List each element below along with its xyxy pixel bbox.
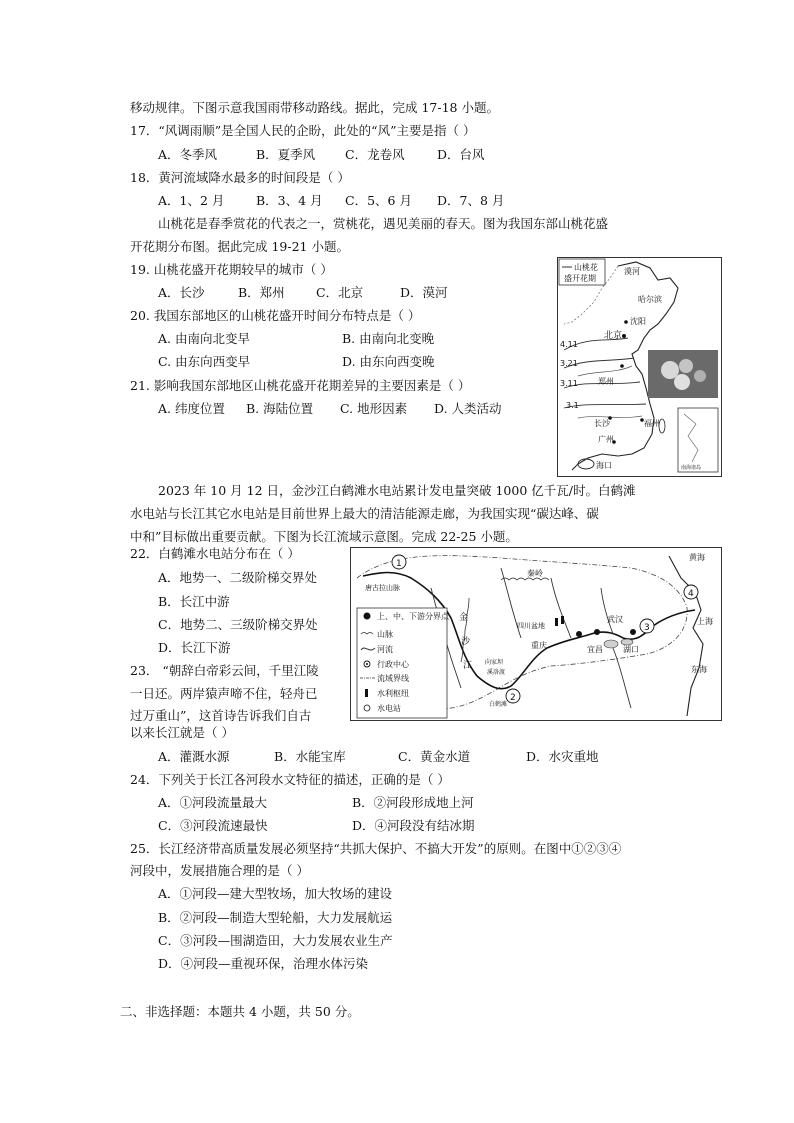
q23-option-a: A．灌溉水源 bbox=[158, 749, 230, 764]
map2-label-chongqing: 重庆 bbox=[531, 641, 547, 650]
q20-option-d: D. 由东向西变晚 bbox=[342, 354, 435, 369]
map2-label-qinling: 秦岭 bbox=[527, 569, 543, 578]
map2-label-xiangjiaba: 向家坝 bbox=[485, 659, 504, 666]
map2-legend-hydraulic: 水利枢纽 bbox=[377, 689, 409, 698]
map2-legend-admin-center: 行政中心 bbox=[377, 660, 409, 669]
q18-option-d: D．7、8 月 bbox=[437, 193, 505, 208]
q20-option-a: A. 由南向北变早 bbox=[158, 331, 250, 346]
q18-option-c: C．5、6 月 bbox=[345, 193, 412, 208]
svg-text:2: 2 bbox=[510, 693, 516, 703]
map1-date-1: 4.11 bbox=[560, 340, 578, 349]
question-18-stem: 18．黄河流域降水最多的时间段是（ ） bbox=[130, 170, 350, 185]
question-25-line1: 25．长江经济带高质量发展必须坚持“共抓大保护、不搞大开发”的原则。在图中①②③④ bbox=[130, 841, 622, 856]
q18-option-b: B．3、4 月 bbox=[256, 193, 323, 208]
map1-date-4: 3.1 bbox=[566, 401, 579, 410]
map1-city-mohe: 漠河 bbox=[624, 267, 640, 276]
passage-peach-line1: 山桃花是春季赏花的代表之一，赏桃花，遇见美丽的春天。图为我国东部山桃花盛 bbox=[158, 216, 609, 231]
map1-city-changsha: 长沙 bbox=[594, 419, 610, 428]
section-2-title: 二、非选择题：本题共 4 小题，共 50 分。 bbox=[120, 1004, 360, 1019]
question-23-line1: 23． “朝辞白帝彩云间，千里江陵 bbox=[130, 663, 319, 678]
map1-city-zhengzhou: 郑州 bbox=[598, 377, 614, 386]
question-22-stem: 22．白鹤滩水电站分布在（ ） bbox=[130, 546, 300, 561]
svg-text:1: 1 bbox=[396, 559, 402, 569]
map1-city-fuzhou: 福州 bbox=[644, 419, 660, 428]
map2-label-wuhan: 武汉 bbox=[607, 615, 623, 624]
q17-option-b: B．夏季风 bbox=[256, 147, 316, 162]
question-23-line2: 一日还。两岸猿声啼不住，轻舟已 bbox=[130, 686, 318, 701]
map2-label-shanghai: 上海 bbox=[697, 617, 713, 626]
q25-option-d: D．④河段—重视环保，治理水体污染 bbox=[158, 956, 369, 971]
map2-label-jiang: 江 bbox=[463, 661, 473, 671]
map2-label-tanggula: 唐古拉山脉 bbox=[365, 584, 400, 592]
q25-option-b: B．②河段—制造大型轮船，大力发展航运 bbox=[158, 910, 393, 925]
map1-legend-line1: 山桃花 bbox=[574, 263, 598, 272]
q24-option-b: B．②河段形成地上河 bbox=[352, 795, 474, 810]
q17-option-d: D．台风 bbox=[437, 147, 485, 162]
q17-option-c: C．龙卷风 bbox=[345, 147, 405, 162]
passage-dam-line2: 水电站与长江其它水电站是目前世界上最大的清洁能源走廊，为我国实现“碳达峰、碳 bbox=[130, 506, 599, 521]
q19-option-c: C．北京 bbox=[316, 285, 364, 300]
q22-option-c: C．地势二、三级阶梯交界处 bbox=[158, 617, 318, 632]
map2-label-baihetan: 白鹤滩 bbox=[489, 701, 508, 708]
q17-option-a: A．冬季风 bbox=[158, 147, 218, 162]
map2-label-hukou: 湖口 bbox=[623, 645, 639, 654]
map1-date-2: 3.21 bbox=[560, 359, 578, 368]
q24-option-a: A．①河段流量最大 bbox=[158, 795, 268, 810]
question-24-stem: 24．下列关于长江各河段水文特征的描述，正确的是（ ） bbox=[130, 772, 450, 787]
map2-legend-hydropower: 水电站 bbox=[377, 704, 401, 713]
map2-legend-mountain: 山脉 bbox=[377, 630, 393, 639]
map2-label-xiluodu: 溪洛渡 bbox=[487, 669, 506, 676]
map1-city-haikou: 海口 bbox=[596, 461, 612, 470]
map2-legend-boundary-point: 上、中、下游分界点 bbox=[377, 612, 449, 621]
peach-blossom-map bbox=[557, 257, 722, 477]
q23-option-d: D．水灾重地 bbox=[526, 749, 599, 764]
q22-option-a: A．地势一、二级阶梯交界处 bbox=[158, 570, 318, 585]
q23-option-c: C．黄金水道 bbox=[398, 749, 471, 764]
q20-option-b: B. 由南向北变晚 bbox=[342, 331, 435, 346]
q20-option-c: C. 由东向西变早 bbox=[158, 354, 251, 369]
map1-inset-label: 南海诸岛 bbox=[681, 465, 702, 471]
map2-legend-basin-boundary: 流域界线 bbox=[377, 674, 409, 683]
map2-label-sha: 沙 bbox=[461, 637, 471, 647]
map2-label-yichang: 宜昌 bbox=[587, 645, 603, 654]
q21-option-d: D. 人类活动 bbox=[434, 401, 502, 416]
q25-option-c: C．③河段—围湖造田，大力发展农业生产 bbox=[158, 933, 393, 948]
map1-city-beijing: 北京 bbox=[604, 331, 623, 341]
passage-peach-line2: 开花期分布图。据此完成 19-21 小题。 bbox=[130, 239, 349, 254]
q23-option-b: B．水能宝库 bbox=[274, 749, 346, 764]
q21-option-b: B. 海陆位置 bbox=[246, 401, 314, 416]
q19-option-d: D．漠河 bbox=[400, 285, 448, 300]
map1-city-shenyang: 沈阳 bbox=[630, 317, 646, 326]
q24-option-c: C．③河段流速最快 bbox=[158, 818, 268, 833]
map1-city-harbin: 哈尔滨 bbox=[638, 295, 662, 304]
svg-text:4: 4 bbox=[688, 589, 694, 599]
map1-city-guangzhou: 广州 bbox=[598, 435, 614, 444]
map2-label-donghai: 东海 bbox=[691, 665, 707, 674]
map1-legend-line2: 盛开花期 bbox=[564, 274, 596, 283]
q22-option-d: D．长江下游 bbox=[158, 640, 231, 655]
map2-label-huanghai: 黄海 bbox=[689, 553, 705, 562]
question-23-line3: 过万重山”，这首诗告诉我们自古 bbox=[130, 708, 312, 723]
question-19-stem: 19. 山桃花盛开花期较早的城市（ ） bbox=[130, 262, 333, 277]
q19-option-b: B．郑州 bbox=[238, 285, 285, 300]
svg-text:3: 3 bbox=[644, 623, 650, 633]
intro-text: 移动规律。下图示意我国雨带移动路线。据此，完成 17-18 小题。 bbox=[130, 100, 499, 115]
q22-option-b: B．长江中游 bbox=[158, 594, 230, 609]
q19-option-a: A．长沙 bbox=[158, 285, 205, 300]
map2-label-jin: 金 bbox=[459, 613, 469, 623]
q21-option-a: A. 纬度位置 bbox=[158, 401, 225, 416]
question-17-stem: 17．“风调雨顺”是全国人民的企盼，此处的“风”主要是指（ ） bbox=[130, 123, 476, 138]
q18-option-a: A．1、2 月 bbox=[158, 193, 225, 208]
question-20-stem: 20. 我国东部地区的山桃花盛开时间分布特点是（ ） bbox=[130, 308, 421, 323]
q21-option-c: C. 地形因素 bbox=[340, 401, 408, 416]
map2-label-sichuan: 四川盆地 bbox=[517, 622, 545, 630]
question-21-stem: 21. 影响我国东部地区山桃花盛开花期差异的主要因素是（ ） bbox=[130, 378, 471, 393]
question-25-line2: 河段中，发展措施合理的是（ ） bbox=[130, 863, 309, 878]
map1-date-3: 3.11 bbox=[560, 379, 578, 388]
passage-dam-line1: 2023 年 10 月 12 日，金沙江白鹤滩水电站累计发电量突破 1000 亿千瓦/时。白鹤滩 bbox=[158, 483, 636, 498]
question-23-line4: 以来长江就是（ ） bbox=[130, 725, 234, 740]
passage-dam-line3: 中和”目标做出重要贡献。下图为长江流域示意图。完成 22-25 小题。 bbox=[130, 529, 518, 544]
map2-legend-river: 河流 bbox=[377, 645, 393, 654]
q24-option-d: D．④河段没有结冰期 bbox=[352, 818, 475, 833]
q25-option-a: A．①河段—建大型牧场，加大牧场的建设 bbox=[158, 886, 393, 901]
yangtze-basin-map bbox=[350, 547, 722, 721]
